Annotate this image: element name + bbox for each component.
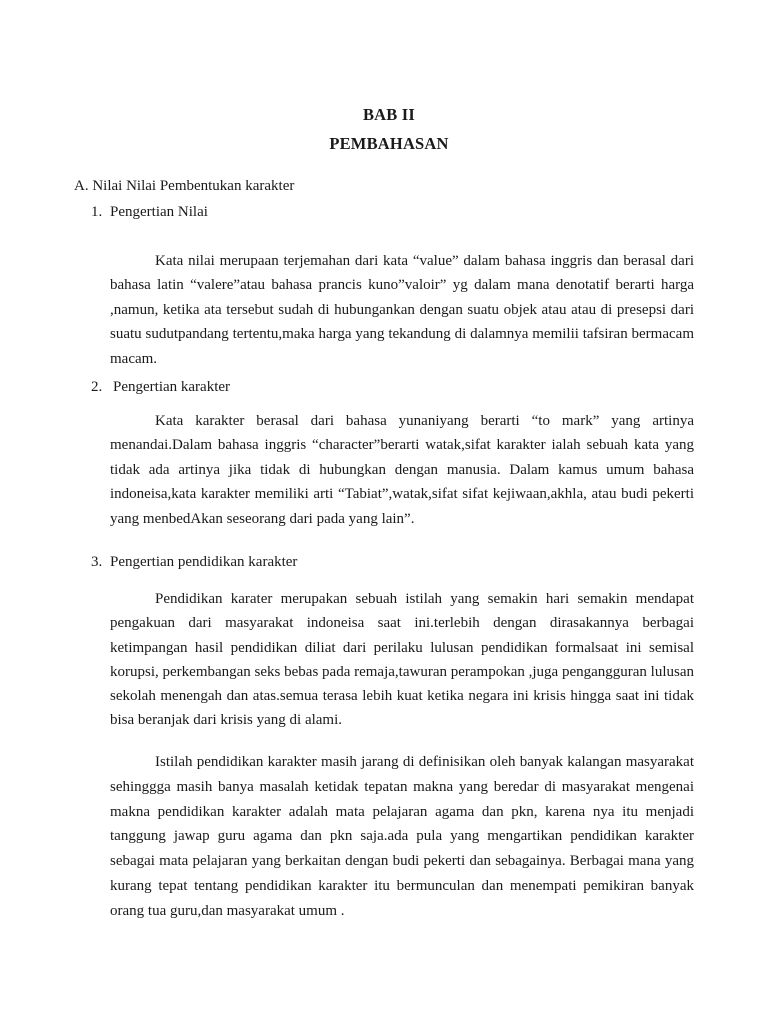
item-2-paragraph: Kata karakter berasal dari bahasa yunaniyang berarti “to mark” yang artinya menandai.Dalam bahasa inggris “character”berarti watak,sifat karakter ialah sebuah kata yang tidak ada artinya jika tidak di hubungkan dengan manusia. Dalam kamus umum bahasa indoneisa,kata karakter memiliki arti “Tabiat”,watak,sifat sifat kejiwaan,akhla, atau budi pekerti yang menbedAkan seseorang dari pada yang lain”. bbox=[110, 413, 694, 527]
item-3-paragraph-1: Pendidikan karater merupakan sebuah istilah yang semakin hari semakin mendapat pengakuan dari masyarakat indoneisa saat ini.terlebih dengan dirasakannya berbagai ketimpangan hasil pendidikan diliat dari perilaku lulusan pendidikan formalsaat ini semisal korupsi, perkembangan seks bebas pada remaja,tawuran perampokan ,juga pengangguran lulusan sekolah menengah dan atas.semua terasa lebih kuat ketika negara ini krisis hingga saat ini tidak bisa beranjak dari krisis yang di alami. bbox=[110, 591, 694, 729]
section-a-heading: A. Nilai Nilai Pembentukan karakter bbox=[74, 178, 295, 194]
item-3-number: 3. bbox=[91, 554, 103, 570]
item-2-number: 2. bbox=[91, 379, 103, 395]
chapter-title: PEMBAHASAN bbox=[329, 134, 449, 153]
item-1-title: Pengertian Nilai bbox=[110, 204, 208, 220]
item-1-number: 1. bbox=[91, 204, 103, 220]
chapter-number: BAB II bbox=[362, 105, 416, 124]
item-3-title: Pengertian pendidikan karakter bbox=[110, 554, 298, 570]
item-3-paragraph-2: Istilah pendidikan karakter masih jarang di definisikan oleh banyak kalangan masyarakat sehinggga masih banya masalah ketidak tepatan makna yang beredar di masyarakat mengenai makna pendidikan karakter adalah mata pelajaran agama dan pkn, karena nya itu menjadi tanggung jawap guru agama dan pkn saja.ada pula yang mengartikan pendidikan karakter sebagai mata pelajaran yang berkaitan dengan budi pekerti dan sebagainya. Berbagai mana yang kurang tepat tentang pendidikan karakter itu bermunculan dan menempati pemikiran banyak orang tua guru,dan masyarakat umum . bbox=[110, 754, 694, 919]
item-2-title: Pengertian karakter bbox=[113, 379, 231, 395]
item-1-paragraph: Kata nilai merupaan terjemahan dari kata “value” dalam bahasa inggris dan berasal dari bahasa latin “valere”atau bahasa prancis kuno”valoir” yg dalam mana denotatif berarti harga ,namun, ketika ata tersebut sudah di hubungankan dengan suatu objek atau atau di presepsi dari suatu sudutpandang tertentu,maka harga yang tekandung di dalamnya memilii tafsiran bermacam macam. bbox=[110, 253, 694, 367]
